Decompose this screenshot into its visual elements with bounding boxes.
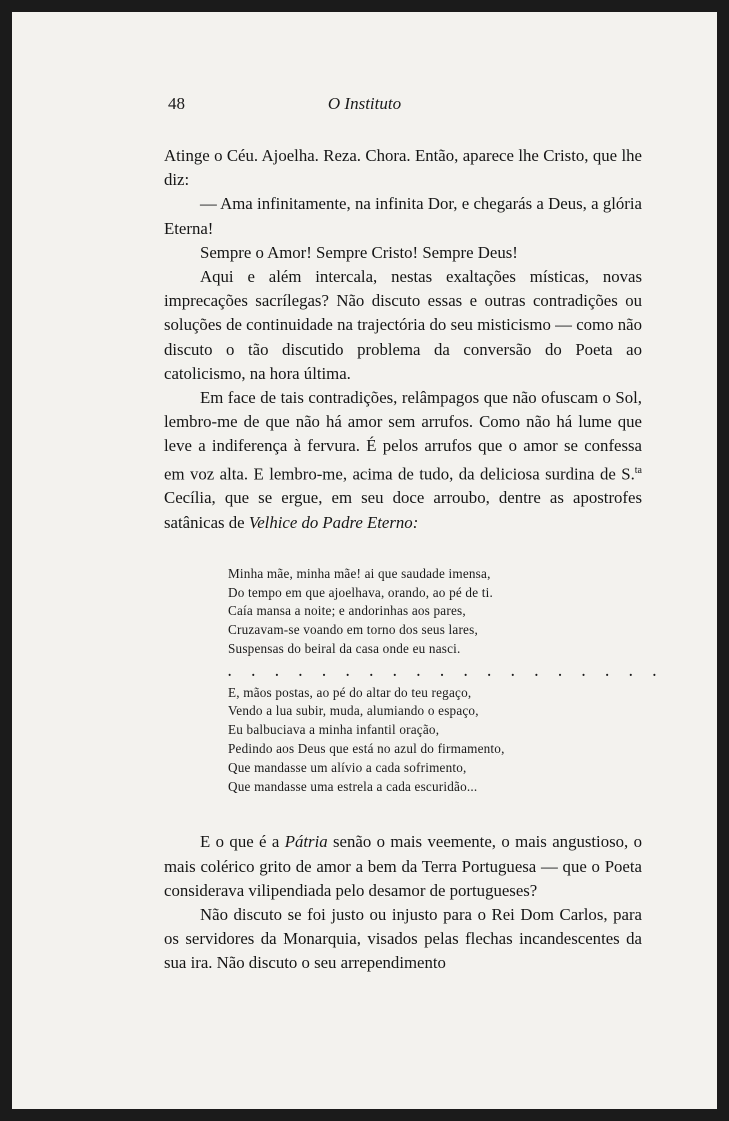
poem-quote — [228, 565, 665, 797]
paragraph: — Ama infinitamente, na infinita Dor, e chegarás a Deus, a glória Eterna! — [164, 194, 642, 238]
poem-line: Vendo a lua subir, muda, alumiando o espaço, — [228, 703, 479, 719]
page-header — [12, 94, 717, 118]
italic-title: Pátria — [284, 832, 328, 852]
poem-line: Caía mansa a noite; e andorinhas aos pares, — [228, 603, 466, 619]
paragraph: Atinge o Céu. Ajoelha. Reza. Chora. Então, aparece lhe Cristo, que lhe diz: — [164, 146, 642, 190]
poem-line: Suspensas do beiral da casa onde eu nasci. — [228, 641, 461, 657]
book-page — [12, 12, 717, 1109]
poem-title: Velhice do Padre Eterno: — [248, 512, 419, 532]
poem-line: Eu balbuciava a minha infantil oração, — [228, 722, 440, 738]
poem-stanza — [228, 565, 642, 659]
page-number: 48 — [168, 94, 185, 113]
poem-line: Minha mãe, minha mãe! ai que saudade imensa, — [228, 565, 491, 581]
paragraph-text: E o que é a — [200, 832, 285, 852]
poem-line: Do tempo em que ajoelhava, orando, ao pé de ti. — [228, 584, 494, 600]
paragraph — [164, 386, 642, 535]
page-body — [164, 144, 665, 976]
paragraph-text: Cecília, que se ergue, em seu doce arroubo, dentre as apostrofes satânicas de — [164, 488, 642, 532]
paragraph — [164, 830, 642, 903]
paragraph: Sempre o Amor! Sempre Cristo! Sempre Deus! — [200, 242, 518, 262]
superscript: ta — [634, 464, 642, 476]
lower-text — [164, 830, 642, 975]
paragraph-text: Em face de tais contradições, relâmpagos que não ofuscam o Sol, lembro-me de que não há amor sem arrufos. Como não há lume que leve a indiferença à fervura. É pelos arrufos que o amor se confessa em voz alta. E lembro-me, acima de tudo, da deliciosa surdina de S. — [164, 388, 642, 484]
poem-ellipsis: . . . . . . . . . . . . . . . . . . . — [228, 663, 665, 679]
paragraph-text: senão o mais veemente, o mais angustioso, o mais colérico grito de amor a bem da Terra Portuguesa — que o Poeta considerava vilipendiada pelo desamor de portugueses? — [164, 832, 642, 900]
poem-stanza — [228, 684, 642, 797]
poem-line: Que mandasse uma estrela a cada escuridão... — [228, 778, 478, 794]
paragraph: Não discuto se foi justo ou injusto para o Rei Dom Carlos, para os servidores da Monarquia, visados pelas flechas incandescentes da sua ira. Não discuto o seu arrependimento — [164, 905, 642, 973]
poem-line: Pedindo aos Deus que está no azul do firmamento, — [228, 741, 505, 757]
poem-line: E, mãos postas, ao pé do altar do teu regaço, — [228, 684, 472, 700]
poem-line: Cruzavam-se voando em torno dos seus lares, — [228, 622, 478, 638]
paragraph: Aqui e além intercala, nestas exaltações místicas, novas imprecações sacrílegas? Não discuto essas e outras contradições ou soluções de continuidade na trajectória do seu misticismo — como não discuto o tão discutido problema da conversão do Poeta ao catolicismo, na hora última. — [164, 267, 642, 383]
poem-line: Que mandasse um alívio a cada sofrimento, — [228, 759, 467, 775]
running-head: O Instituto — [327, 94, 402, 113]
